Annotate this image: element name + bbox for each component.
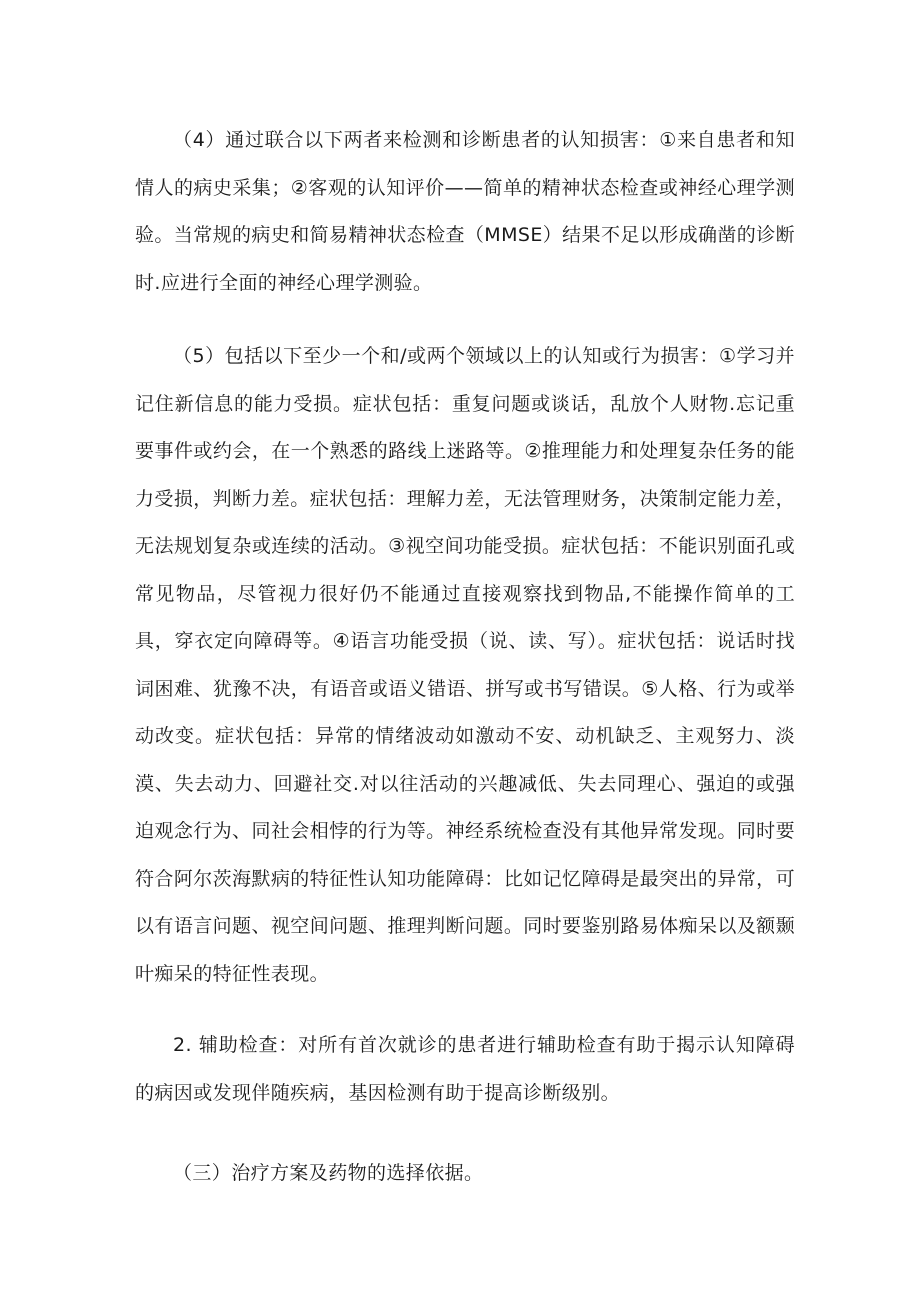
paragraph-cognitive-assessment: （4）通过联合以下两者来检测和诊断患者的认知损害：①来自患者和知情人的病史采集；②客观的认知评价——简单的精神状态检查或神经心理学测验。当常规的病史和简易精神状态检查（MMSE）结果不足以形成确凿的诊断时.应进行全面的神经心理学测验。 (135, 129, 795, 294)
paragraph-auxiliary-examination: 2. 辅助检查：对所有首次就诊的患者进行辅助检查有助于揭示认知障碍的病因或发现伴随疾病，基因检测有助于提高诊断级别。 (135, 1034, 795, 1104)
paragraph-impairment-domains: （5）包括以下至少一个和/或两个领域以上的认知或行为损害：①学习并记住新信息的能力受损。症状包括：重复问题或谈话，乱放个人财物.忘记重要事件或约会，在一个熟悉的路线上迷路等。②推理能力和处理复杂任务的能力受损，判断力差。症状包括：理解力差，无法管理财务，决策制定能力差，无法规划复杂或连续的活动。③视空间功能受损。症状包括：不能识别面孔或常见物品，尽管视力很好仍不能通过直接观察找到物品,不能操作简单的工具，穿衣定向障碍等。④语言功能受损（说、读、写）。症状包括：说话时找词困难、犹豫不决，有语音或语义错语、拼写或书写错误。⑤人格、行为或举动改变。症状包括：异常的情绪波动如激动不安、动机缺乏、主观努力、淡漠、失去动力、回避社交.对以往活动的兴趣减低、失去同理心、强迫的或强迫观念行为、同社会相悖的行为等。神经系统检查没有其他异常发现。同时要符合阿尔茨海默病的特征性认知功能障碍：比如记忆障碍是最突出的异常，可以有语言问题、视空间问题、推理判断问题。同时要鉴别路易体痴呆以及额颞叶痴呆的特征性表现。 (135, 345, 795, 985)
section-heading-treatment-plan: （三）治疗方案及药物的选择依据。 (173, 1162, 484, 1184)
